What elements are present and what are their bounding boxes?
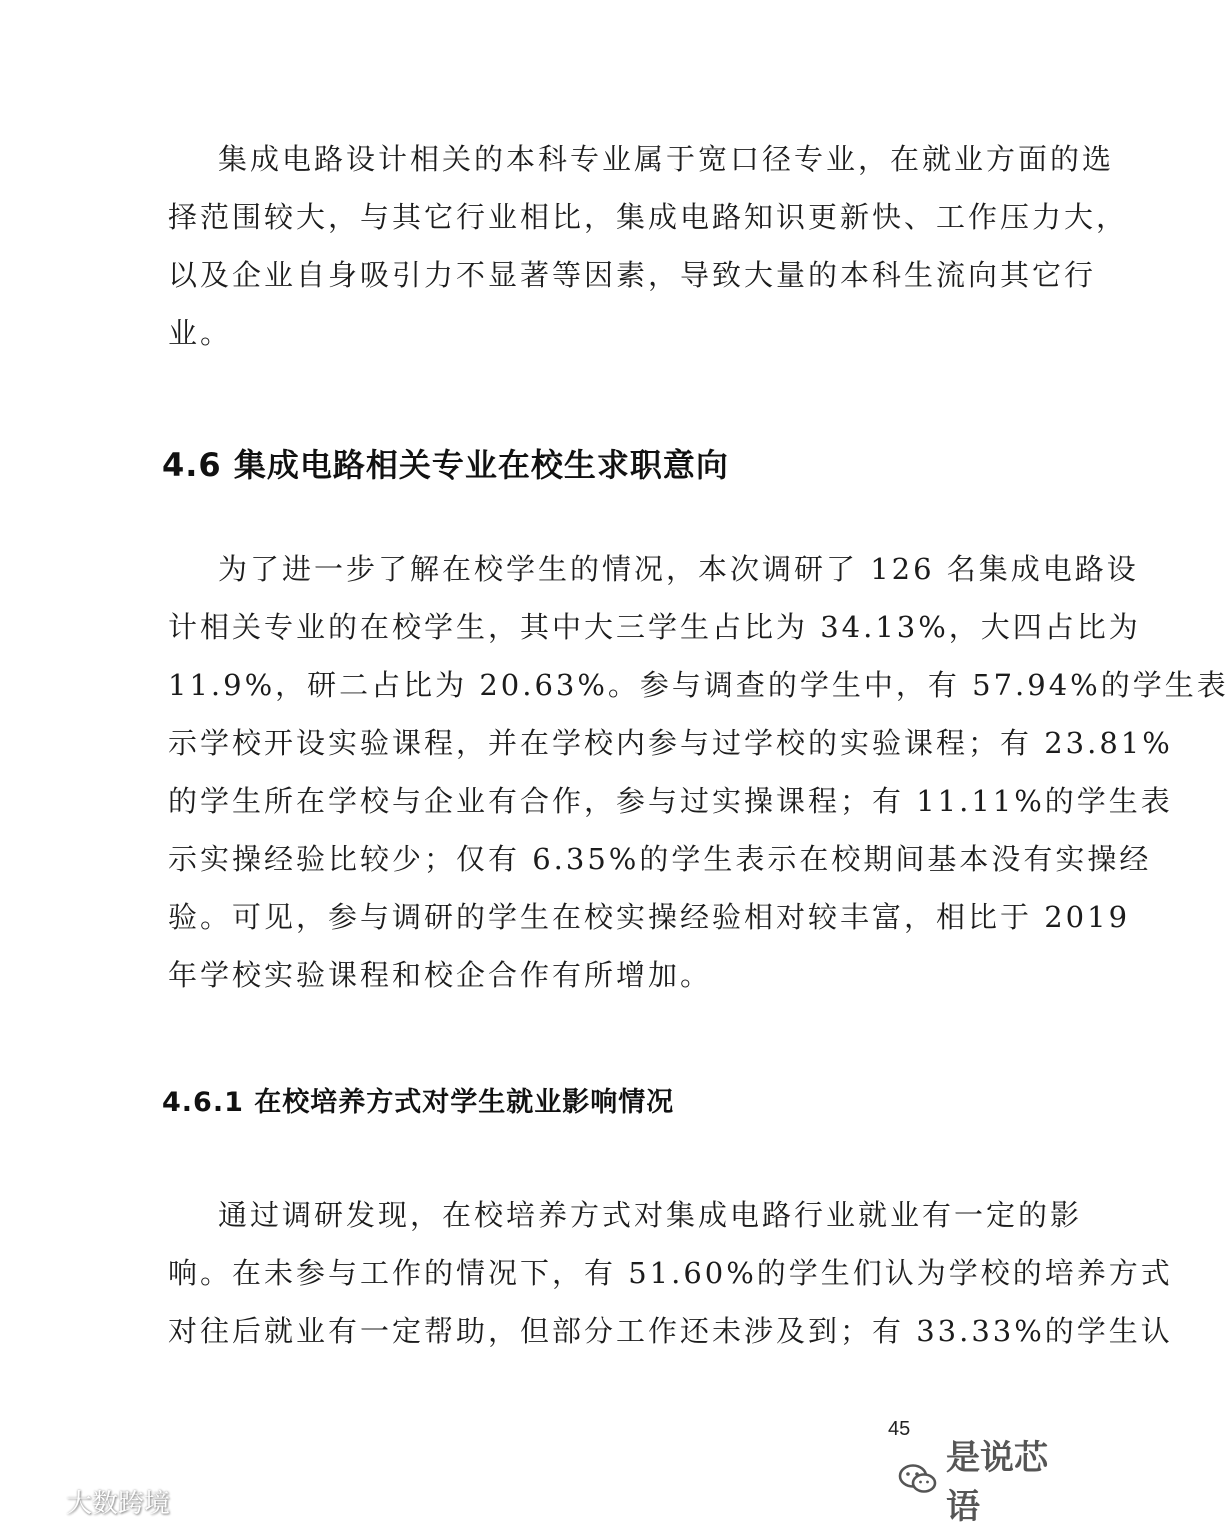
watermark-text: 是说芯语: [946, 1438, 1048, 1527]
text-line: 响。在未参与工作的情况下，有 51.60%的学生们认为学校的培养方式: [168, 1256, 1173, 1290]
text-line: 11.9%，研二占比为 20.63%。参与调查的学生中，有 57.94%的学生表: [168, 668, 1229, 702]
text-line: 择范围较大，与其它行业相比，集成电路知识更新快、工作压力大，: [168, 200, 1129, 234]
text-line: 集成电路设计相关的本科专业属于宽口径专业，在就业方面的选: [218, 142, 1115, 176]
text-line: 年学校实验课程和校企合作有所增加。: [168, 958, 713, 992]
text-line: 计相关专业的在校学生，其中大三学生占比为 34.13%，大四占比为: [168, 610, 1141, 644]
text-line: 对往后就业有一定帮助，但部分工作还未涉及到；有 33.33%的学生认: [168, 1314, 1173, 1348]
text-line: 验。可见，参与调研的学生在校实操经验相对较丰富，相比于 2019: [168, 900, 1131, 934]
wechat-watermark: [898, 1430, 1080, 1528]
text-line: 示学校开设实验课程，并在学校内参与过学校的实验课程；有 23.81%: [168, 726, 1173, 760]
text-line: 为了进一步了解在校学生的情况，本次调研了 126 名集成电路设: [218, 552, 1139, 586]
brand-logo-icon: [6, 1487, 60, 1517]
paragraph-training-impact: [168, 1186, 1173, 1360]
subsection-heading: 4.6.1 在校培养方式对学生就业影响情况: [162, 1087, 675, 1118]
text-line: 以及企业自身吸引力不显著等因素，导致大量的本科生流向其它行: [168, 258, 1097, 292]
section-heading: 4.6 集成电路相关专业在校生求职意向: [162, 446, 729, 484]
wechat-icon: [898, 1463, 938, 1495]
brand-watermark: [6, 1483, 170, 1520]
text-line: 的学生所在学校与企业有合作，参与过实操课程；有 11.11%的学生表: [168, 784, 1173, 818]
paragraph-student-survey: [168, 540, 1229, 1004]
watermark-text: 大数跨境: [66, 1489, 171, 1519]
text-line: 业。: [168, 316, 233, 350]
text-line: 示实操经验比较少；仅有 6.35%的学生表示在校期间基本没有实操经: [168, 842, 1152, 876]
text-line: 通过调研发现，在校培养方式对集成电路行业就业有一定的影: [218, 1198, 1083, 1232]
paragraph-employment-scope: [168, 130, 1129, 362]
page-number: 45: [888, 1418, 911, 1440]
